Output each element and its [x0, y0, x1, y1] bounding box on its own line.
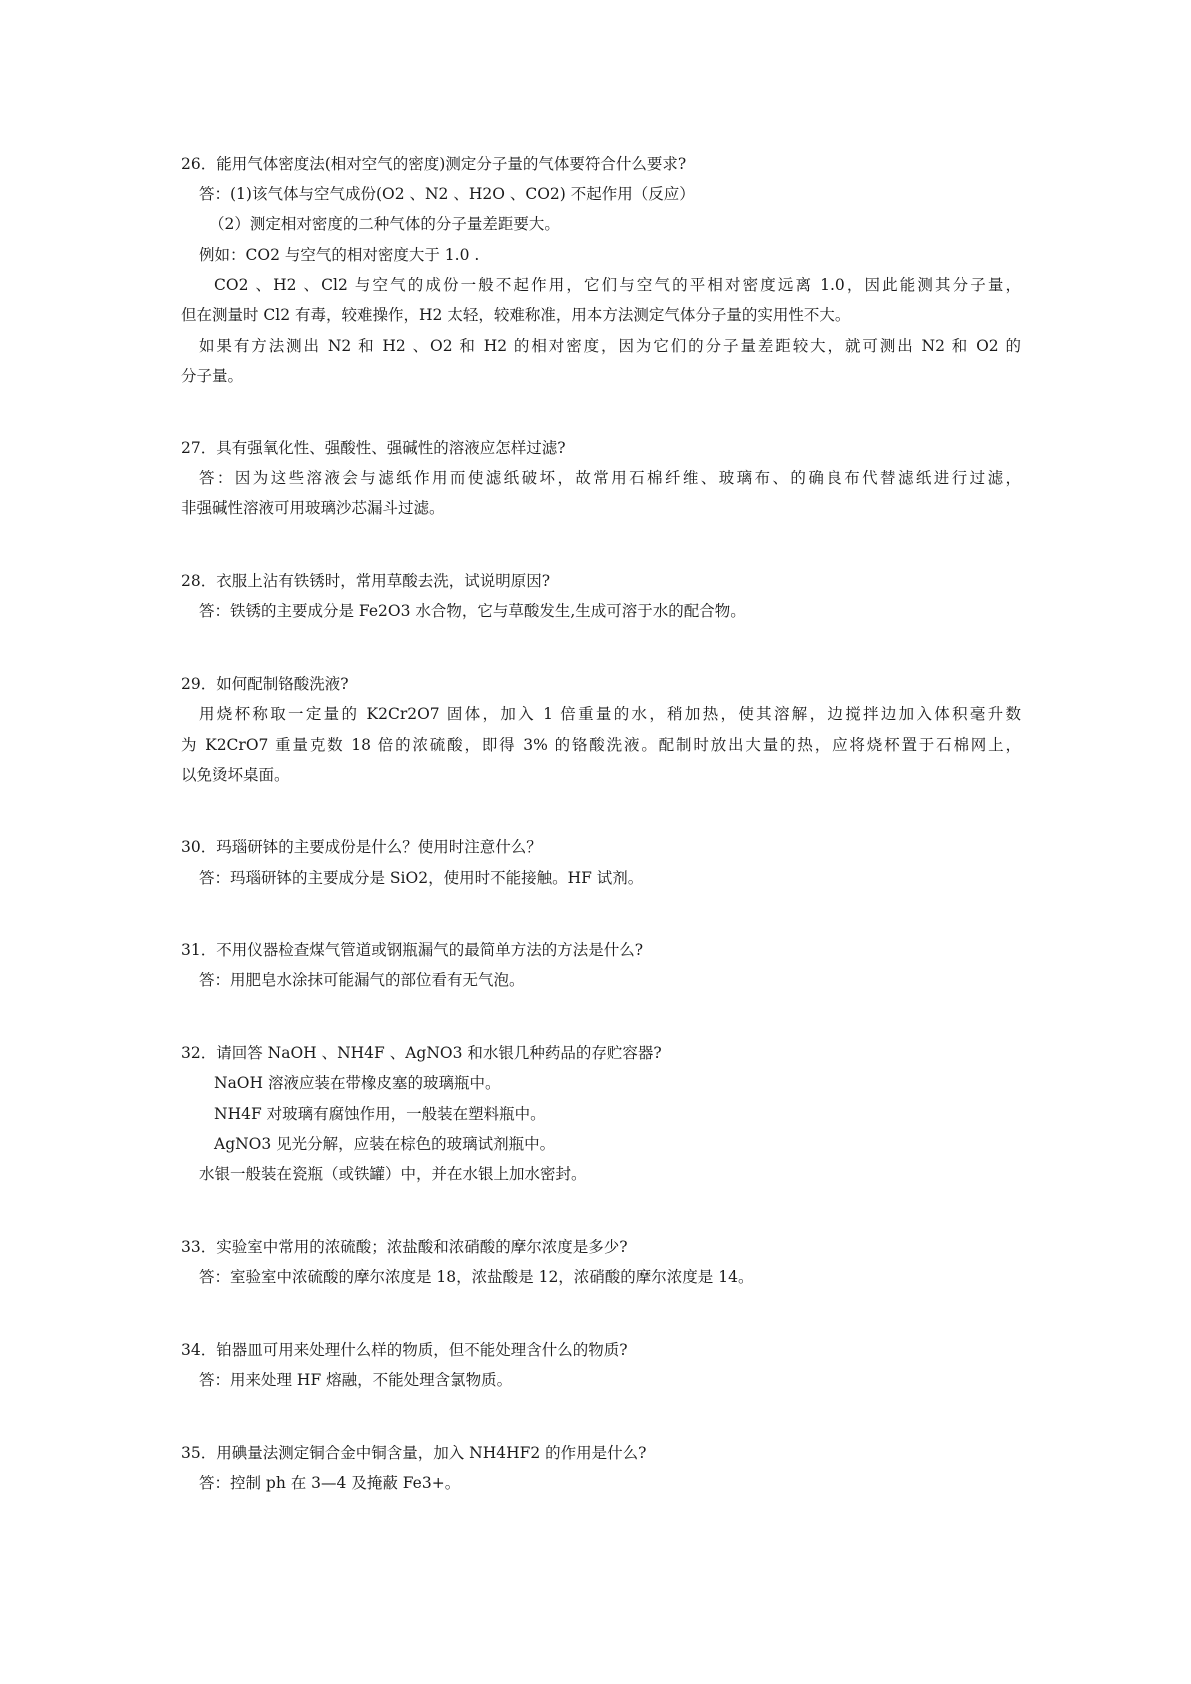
answer-27-line-2: 非强碱性溶液可用玻璃沙芯漏斗过滤。	[181, 499, 445, 517]
answer-30-line-1: 答：玛瑙研钵的主要成分是 SiO2，使用时不能接触。HF 试剂。	[199, 869, 644, 887]
answer-26-line-3: 例如：CO2 与空气的相对密度大于 1.0 .	[199, 246, 480, 264]
answer-31-line-1: 答：用肥皂水涂抹可能漏气的部位看有无气泡。	[199, 971, 525, 989]
question-28: 28．衣服上沾有铁锈时，常用草酸去洗，试说明原因?	[181, 572, 551, 590]
answer-26-line-7: 分子量。	[181, 367, 244, 385]
answer-26-line-2: （2）测定相对密度的二种气体的分子量差距要大。	[209, 215, 560, 233]
answer-28-line-1: 答：铁锈的主要成分是 Fe2O3 水合物，它与草酸发生,生成可溶于水的配合物。	[199, 602, 746, 620]
question-33: 33．实验室中常用的浓硫酸；浓盐酸和浓硝酸的摩尔浓度是多少?	[181, 1238, 628, 1256]
answer-32-line-1: NaOH 溶液应装在带橡皮塞的玻璃瓶中。	[214, 1074, 501, 1092]
answer-26-line-4: CO2 、H2 、Cl2 与空气的成份一般不起作用，它们与空气的平相对密度远离 1.0，因此能测其分子量，	[214, 276, 1021, 294]
question-26: 26．能用气体密度法(相对空气的密度)测定分子量的气体要符合什么要求?	[181, 155, 687, 173]
answer-34-line-1: 答：用来处理 HF 熔融，不能处理含氯物质。	[199, 1371, 513, 1389]
answer-29-line-2: 为 K2CrO7 重量克数 18 倍的浓硫酸，即得 3% 的铬酸洗液。配制时放出大量的热，应将烧杯置于石棉网上，	[181, 736, 1021, 754]
question-27: 27．具有强氧化性、强酸性、强碱性的溶液应怎样过滤?	[181, 439, 566, 457]
answer-26-line-5: 但在测量时 Cl2 有毒，较难操作，H2 太轻，较难称准，用本方法测定气体分子量的实用性不大。	[181, 306, 851, 324]
answer-29-line-1: 用烧杯称取一定量的 K2Cr2O7 固体，加入 1 倍重量的水，稍加热，使其溶解，边搅拌边加入体积毫升数	[199, 705, 1021, 723]
answer-29-line-3: 以免烫坏桌面。	[181, 766, 290, 784]
answer-26-line-6: 如果有方法测出 N2 和 H2 、O2 和 H2 的相对密度，因为它们的分子量差距较大，就可测出 N2 和 O2 的	[199, 337, 1021, 355]
answer-32-line-2: NH4F 对玻璃有腐蚀作用，一般装在塑料瓶中。	[214, 1105, 546, 1123]
question-34: 34．铂器皿可用来处理什么样的物质，但不能处理含什么的物质?	[181, 1341, 628, 1359]
answer-32-line-3: AgNO3 见光分解，应装在棕色的玻璃试剂瓶中。	[214, 1135, 556, 1153]
question-35: 35．用碘量法测定铜合金中铜含量，加入 NH4HF2 的作用是什么?	[181, 1444, 647, 1462]
question-30: 30．玛瑙研钵的主要成份是什么？使用时注意什么？	[181, 838, 542, 856]
answer-32-line-4: 水银一般装在瓷瓶（或铁罐）中，并在水银上加水密封。	[199, 1165, 587, 1183]
question-29: 29．如何配制铬酸洗液?	[181, 675, 349, 693]
answer-27-line-1: 答：因为这些溶液会与滤纸作用而使滤纸破坏，故常用石棉纤维、玻璃布、的确良布代替滤纸进行过滤，	[199, 469, 1021, 487]
question-31: 31．不用仪器检查煤气管道或钢瓶漏气的最简单方法的方法是什么?	[181, 941, 644, 959]
answer-33-line-1: 答：室验室中浓硫酸的摩尔浓度是 18，浓盐酸是 12，浓硝酸的摩尔浓度是 14。	[199, 1268, 754, 1286]
answer-26-line-1: 答：(1)该气体与空气成份(O2 、N2 、H2O 、CO2) 不起作用（反应）	[199, 185, 695, 203]
question-32: 32．请回答 NaOH 、NH4F 、AgNO3 和水银几种药品的存贮容器?	[181, 1044, 662, 1062]
answer-35-line-1: 答：控制 ph 在 3—4 及掩蔽 Fe3+。	[199, 1474, 461, 1492]
